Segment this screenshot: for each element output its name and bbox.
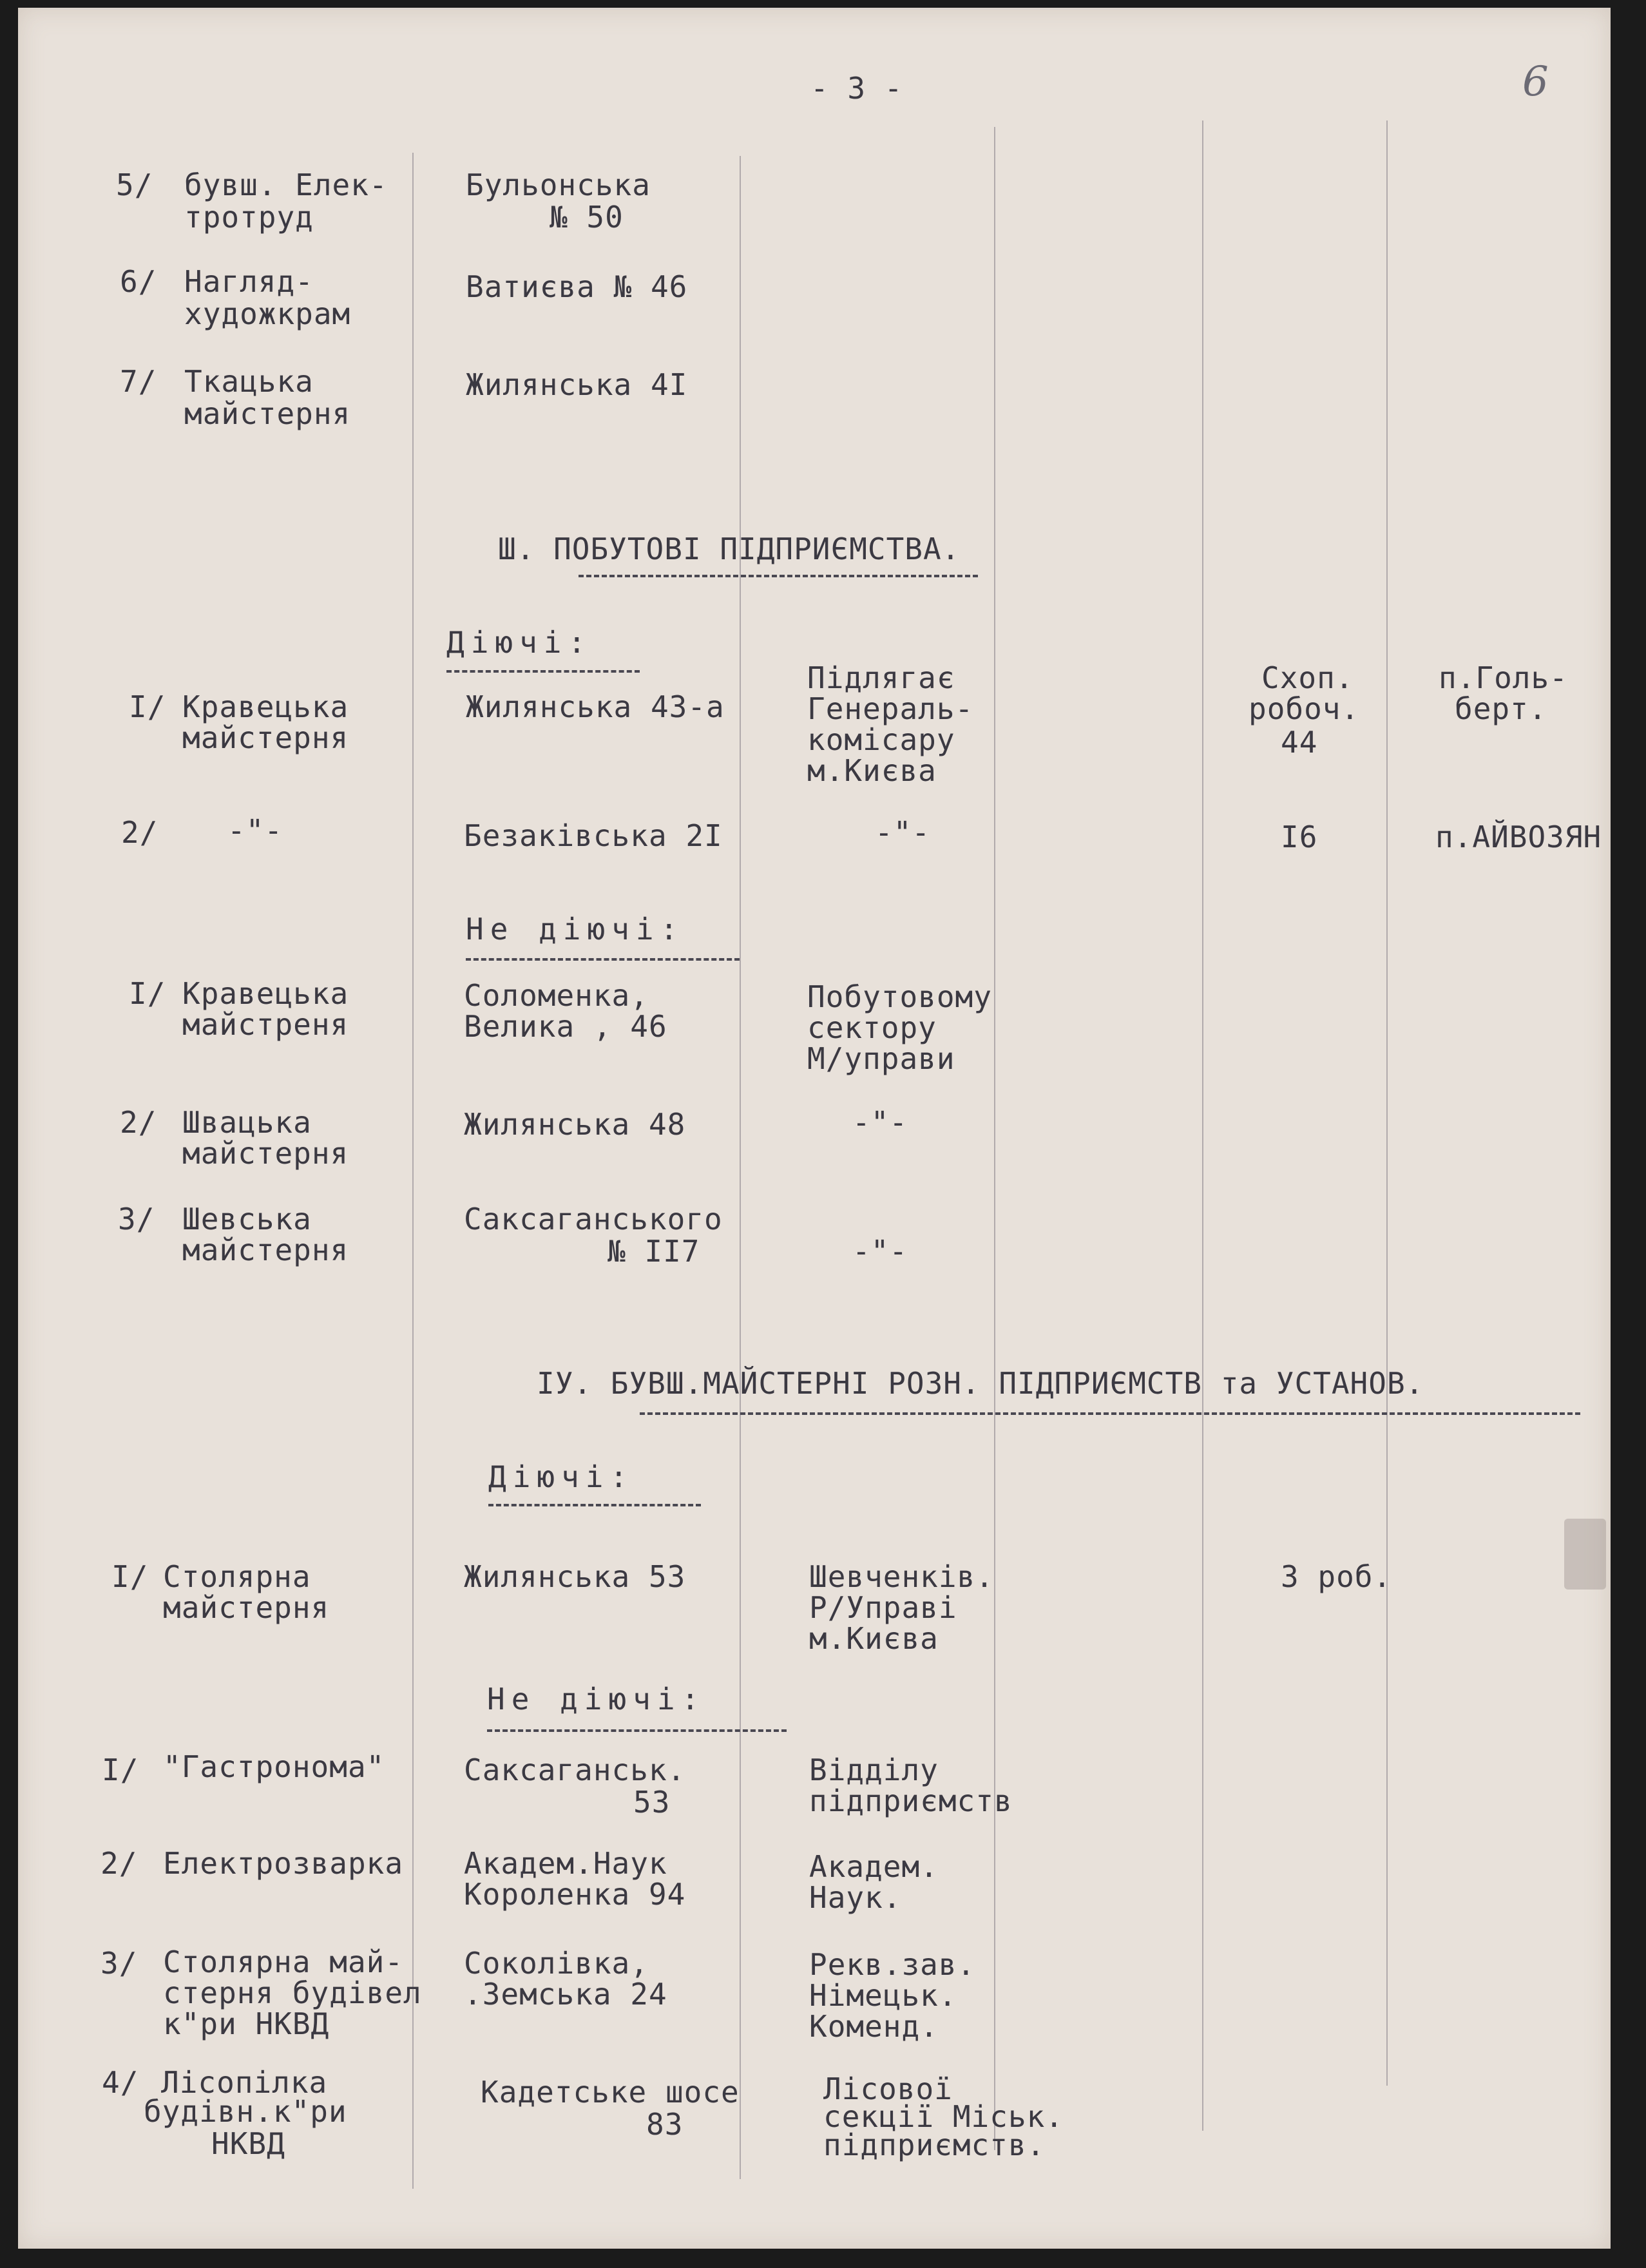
row-number: 4/ [102,2065,139,2100]
address: Соломенка, [464,978,649,1013]
enterprise-name: Ткацька [184,364,314,399]
address: Жилянська 48 [464,1107,686,1142]
row-number: 5/ [116,168,153,202]
workers: I6 [1281,820,1318,854]
address: № II7 [608,1234,700,1269]
enterprise-name: Столярна [163,1559,311,1594]
subheading-inactive: Не діючі: [487,1682,706,1716]
address: Соколівка, [464,1946,649,1981]
subordination: -"- [852,1234,908,1269]
subordination: Відділу [809,1753,939,1787]
enterprise-name: будівн.к"ри [144,2094,347,2129]
address: Жилянська 4I [466,367,688,402]
enterprise-name: майстерня [182,720,349,755]
enterprise-name: Кравецька [182,689,349,724]
enterprise-name: художкрам [184,296,351,331]
address: Велика , 46 [464,1009,667,1044]
address: .Земська 24 [464,1977,667,2012]
column-rule [412,153,414,2189]
enterprise-name: Швацька [182,1105,312,1140]
enterprise-name: майстреня [182,1007,349,1042]
address: Ватиєва № 46 [466,269,688,304]
subordination: Побутовому [807,979,992,1014]
address: Короленка 94 [464,1877,686,1912]
row-number: I/ [129,689,166,724]
subordination: -"- [875,815,931,850]
subheading-active: Діючі: [488,1459,635,1494]
enterprise-name: Кравецька [182,976,349,1011]
subordination: Шевченків. [809,1559,994,1594]
enterprise-name: майстерня [182,1136,349,1171]
subheading-underline [446,670,640,673]
subordination: м.Києва [807,753,937,788]
enterprise-name: Столярна май- [163,1945,404,1979]
enterprise-name: -"- [227,813,283,848]
row-number: 3/ [118,1202,155,1236]
owner: п.АЙВОЗЯН [1435,820,1602,854]
subheading-underline [488,1504,701,1506]
address: Жилянська 53 [464,1559,686,1594]
subordination: секції Міськ. [823,2099,1064,2134]
column-rule [1202,120,1203,2131]
title-underline [640,1412,1580,1415]
workers: робоч. [1249,691,1360,726]
enterprise-name: Електрозварка [163,1846,404,1881]
page-number: - 3 - [810,71,903,106]
subordination: Підлягає [807,660,955,695]
document-page [18,8,1611,2249]
enterprise-name: стерня будівел [163,1975,422,2010]
subheading-inactive: Не діючі: [466,912,685,947]
subordination: Р/Управі [809,1590,957,1625]
enterprise-name: к"ри НКВД [163,2006,330,2041]
enterprise-name: Нагляд- [184,264,314,299]
enterprise-name: Лісопілка [161,2065,328,2100]
enterprise-name: НКВД [211,2126,285,2161]
owner: берт. [1455,691,1547,726]
address: Безаківська 2I [464,818,723,853]
enterprise-name: тротруд [184,200,314,235]
row-number: 2/ [120,1105,157,1140]
enterprise-name: "Гастронома" [163,1749,385,1784]
subheading-active: Діючі: [446,625,593,660]
row-number: 3/ [100,1946,138,1981]
subordination: М/управи [807,1041,955,1076]
column-rule [994,127,995,2150]
owner: п.Голь- [1439,660,1568,695]
subordination: Академ. [809,1849,939,1884]
address: Саксаганського [464,1202,723,1236]
column-rule [1386,120,1388,2086]
enterprise-name: майстерня [163,1590,330,1625]
row-number: 2/ [100,1846,138,1881]
subordination: підприємств [809,1783,1013,1818]
section-title: Ш. ПОБУТОВІ ПІДПРИЄМСТВА. [498,532,961,566]
sheet-number: 6 [1522,58,1549,106]
subordination: -"- [852,1105,908,1140]
row-number: I/ [102,1753,139,1787]
row-number: I/ [111,1559,149,1594]
row-number: 7/ [120,364,157,399]
address: № 50 [550,200,624,235]
subordination: Рекв.зав. [809,1947,976,1982]
workers: 44 [1281,725,1318,760]
title-underline [579,575,978,577]
enterprise-name: бувш. Елек- [184,168,388,202]
workers: 3 роб. [1281,1559,1392,1594]
subordination: Коменд. [809,2009,939,2044]
address: 83 [646,2107,684,2142]
address: 53 [633,1785,671,1820]
subordination: Наук. [809,1880,902,1915]
enterprise-name: Шевська [182,1202,312,1236]
subordination: підприємств. [823,2128,1046,2162]
address: Кадетське шосе [481,2075,740,2109]
enterprise-name: майстерня [182,1233,349,1267]
subordination: Лісової [823,2071,953,2106]
subheading-underline [466,958,740,961]
subordination: м.Києва [809,1621,939,1656]
subordination: сектору [807,1010,937,1045]
enterprise-name: майстерня [184,396,351,431]
subheading-underline [487,1729,787,1732]
address: Саксаганськ. [464,1753,686,1787]
address: Жилянська 43-а [466,689,725,724]
subordination: комісару [807,722,955,757]
address: Бульонська [466,168,651,202]
row-number: I/ [129,976,166,1011]
column-rule [740,156,741,2179]
section-title: IУ. БУВШ.МАЙСТЕРНІ РОЗН. ПІДПРИЄМСТВ та УСТАНОВ. [537,1366,1424,1401]
workers: Схоп. [1261,660,1354,695]
subordination: Генераль- [807,691,974,726]
subordination: Німецьк. [809,1978,957,2013]
row-number: 6/ [120,264,157,299]
ink-smudge [1564,1519,1606,1590]
row-number: 2/ [121,815,158,850]
address: Академ.Наук [464,1846,667,1881]
